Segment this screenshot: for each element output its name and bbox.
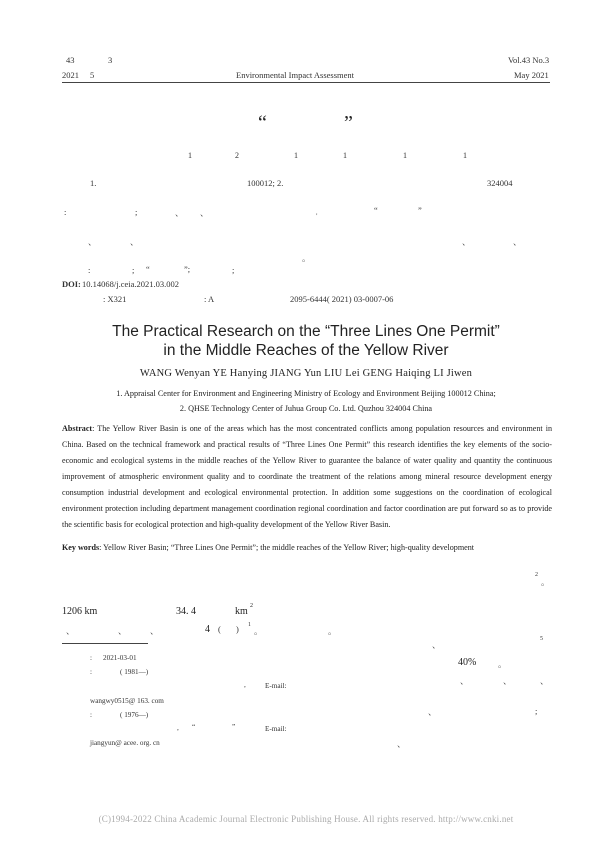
document-code: : A bbox=[204, 294, 215, 304]
body-punct: 。 bbox=[328, 626, 337, 636]
cn-affil-zip1: 100012; 2. bbox=[247, 178, 284, 188]
keywords-text: : Yellow River Basin; “Three Lines One Permit”; the middle reaches of the Yellow River; high-quality development bbox=[99, 543, 475, 552]
body-ref-1: 1 bbox=[248, 622, 251, 628]
cn-keywords-frag: ; bbox=[232, 265, 235, 275]
body-frag: 、 bbox=[66, 626, 75, 636]
body-right-frag: 、 bbox=[503, 676, 512, 686]
cn-abstract-frag: 、 bbox=[513, 237, 522, 247]
cn-keywords-frag: : bbox=[88, 265, 91, 275]
english-affiliation-2: 2. QHSE Technology Center of Juhua Group Co. Ltd. Quzhou 324004 China bbox=[179, 404, 433, 413]
cn-author-mark: 1 bbox=[463, 151, 467, 160]
body-punct: 。 bbox=[254, 626, 263, 636]
abstract-text: : The Yellow River Basin is one of the areas which has the most concentrated conflicts among population resources and environment in China. Based on the technical framework and practical results of “Three Lines One Permit” this research identifies the key elements of the socio-economic and ecological systems in the middle reaches of the Yellow River to guarantee the balance of water quality and quantity the continuous improvement of atmospheric environment quality and to coordinate the treatment of the relations among mineral resource development energy consumption industrial development and ecological environmental protection. In addition some suggestions on the coordination of ecological environment protection including department management coordination regional coordination and factor coordination are put forward so as to provide the scientific basis for ecological protection and high-quality development of the Yellow River Basin. bbox=[62, 424, 552, 529]
body-ref-2: 2 bbox=[535, 572, 538, 578]
issn-article-no: 2095-6444( 2021) 03-0007-06 bbox=[290, 294, 394, 304]
body-right-frag: 、 bbox=[540, 676, 549, 686]
cn-abstract-frag: : bbox=[64, 207, 67, 217]
cn-author-mark: 1 bbox=[343, 151, 347, 160]
body-right-frag: 、 bbox=[432, 640, 441, 650]
cn-keywords-frag: ”; bbox=[184, 264, 191, 274]
cn-abstract-frag: 、 bbox=[462, 237, 471, 247]
cn-abstract-frag: 、 bbox=[175, 208, 184, 218]
received-label: : bbox=[90, 654, 92, 662]
abstract-label: Abstract bbox=[62, 424, 93, 433]
body-right-frag: 、 bbox=[397, 739, 406, 749]
author1-punct: , bbox=[244, 681, 246, 689]
cn-keywords-frag: “ bbox=[146, 264, 150, 274]
body-right-frag: ; bbox=[535, 706, 538, 716]
cn-title-close-quote: ” bbox=[344, 112, 353, 134]
cn-abstract-frag: “ bbox=[374, 205, 378, 215]
author1-email: wangwy0515@ 163. com bbox=[90, 697, 164, 705]
body-right-frag: 、 bbox=[428, 707, 437, 717]
header-journal-en: Environmental Impact Assessment bbox=[236, 70, 355, 80]
cn-abstract-frag: ; bbox=[135, 207, 138, 217]
header-volume-en: Vol.43 No.3 bbox=[508, 55, 550, 65]
english-title-line2: in the Middle Reaches of the Yellow River bbox=[163, 342, 449, 359]
cn-abstract-frag: ” bbox=[418, 205, 422, 215]
author2-label: : bbox=[90, 711, 92, 719]
received-date: 2021-03-01 bbox=[103, 654, 137, 662]
clc-number: : X321 bbox=[103, 294, 127, 304]
author1-label: : bbox=[90, 668, 92, 676]
author2-email: jiangyun@ acee. org. cn bbox=[90, 739, 160, 747]
body-punct: 。 bbox=[498, 659, 507, 669]
footnote-rule bbox=[62, 643, 148, 644]
english-authors: WANG Wenyan YE Hanying JIANG Yun LIU Lei GENG Haiqing LI Jiwen bbox=[139, 368, 473, 379]
author1-birth: ( 1981—) bbox=[120, 668, 149, 676]
email-label-2: E-mail: bbox=[265, 725, 287, 733]
body-punct: 。 bbox=[541, 577, 550, 587]
header-month-cn: 5 bbox=[90, 70, 95, 80]
cn-abstract-frag: 、 bbox=[88, 237, 97, 247]
body-percent: 40% bbox=[458, 657, 477, 668]
email-label-1: E-mail: bbox=[265, 682, 287, 690]
body-area-exp: 2 bbox=[250, 603, 253, 609]
body-area-unit: km bbox=[235, 606, 248, 617]
body-frag: 、 bbox=[150, 626, 159, 636]
author2-quote-close: ” bbox=[232, 723, 236, 731]
header-volume-cn: 43 bbox=[66, 55, 75, 65]
english-title-line1: The Practical Research on the “Three Lines One Permit” bbox=[112, 323, 500, 340]
header-rule bbox=[62, 82, 550, 83]
cn-keywords-frag: ; bbox=[132, 265, 135, 275]
header-issue-cn: 3 bbox=[108, 55, 113, 65]
body-basin-area: 34. 4 bbox=[176, 606, 196, 617]
cn-affil-num: 1. bbox=[90, 178, 97, 188]
english-affiliation-1: 1. Appraisal Center for Environment and Engineering Ministry of Ecology and Environment Beijing 100012 China; bbox=[116, 389, 496, 398]
doi-value: 10.14068/j.ceia.2021.03.002 bbox=[82, 279, 180, 289]
body-river-length: 1206 km bbox=[62, 606, 98, 617]
cn-author-mark: 1 bbox=[294, 151, 298, 160]
body-right-frag: 、 bbox=[460, 676, 469, 686]
header-date-en: May 2021 bbox=[514, 70, 549, 80]
english-abstract bbox=[62, 421, 552, 533]
body-count: 4 bbox=[205, 624, 210, 635]
keywords-label: Key words bbox=[62, 543, 100, 552]
cn-author-mark: 1 bbox=[188, 151, 192, 160]
cn-title-open-quote: “ bbox=[258, 112, 267, 134]
body-ref-5: 5 bbox=[540, 636, 543, 642]
cn-abstract-frag: , bbox=[316, 210, 318, 216]
cnki-copyright-footer: (C)1994-2022 China Academic Journal Electronic Publishing House. All rights reserved. http://www.cnki.net bbox=[98, 814, 514, 824]
cn-abstract-frag: 、 bbox=[200, 208, 209, 218]
author2-quote-open: “ bbox=[192, 723, 196, 731]
cn-author-mark: 2 bbox=[235, 151, 239, 160]
author2-punct: , bbox=[177, 724, 179, 732]
english-keywords bbox=[62, 543, 474, 552]
author2-birth: ( 1976—) bbox=[120, 711, 149, 719]
header-year-cn: 2021 bbox=[62, 70, 79, 80]
cn-affil-zip2: 324004 bbox=[487, 178, 513, 188]
body-paren-close: ) bbox=[236, 624, 239, 634]
cn-abstract-frag: 、 bbox=[130, 237, 139, 247]
cn-author-mark: 1 bbox=[403, 151, 407, 160]
body-paren-open: ( bbox=[218, 624, 221, 634]
cn-abstract-frag: 。 bbox=[302, 253, 311, 263]
doi-label: DOI: bbox=[62, 279, 81, 289]
body-frag: 、 bbox=[118, 626, 127, 636]
